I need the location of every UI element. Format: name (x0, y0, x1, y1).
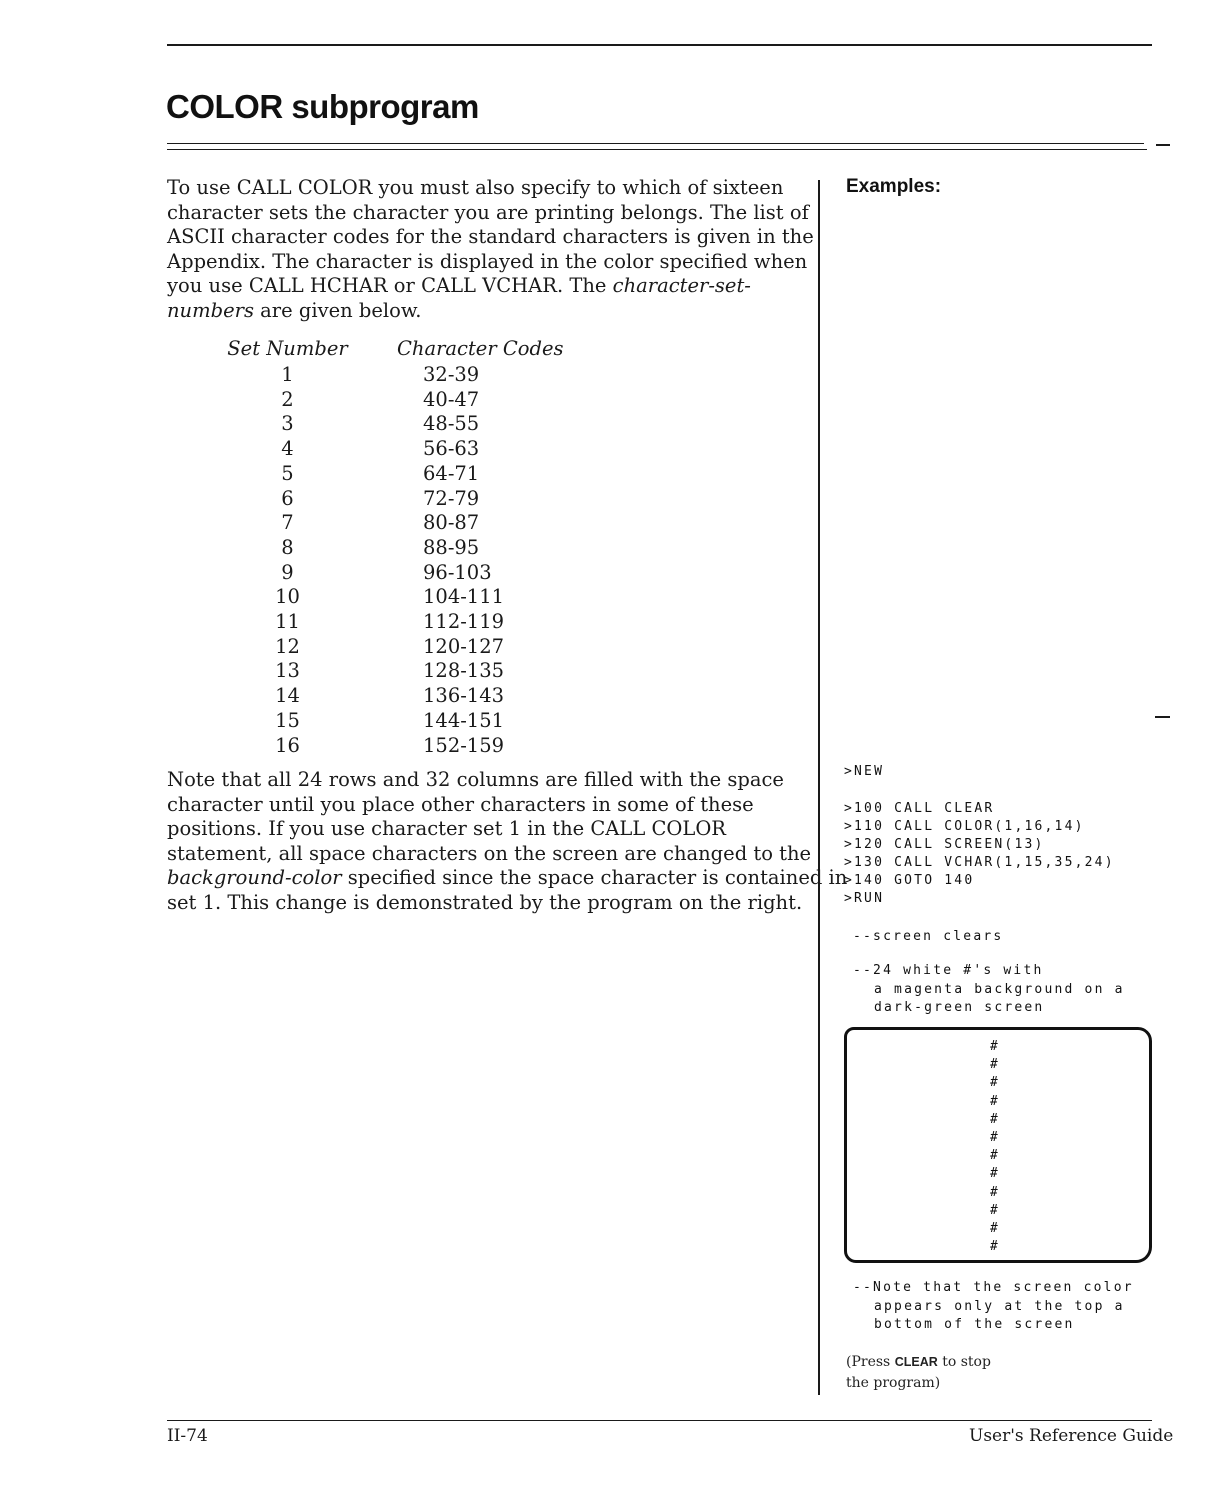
text-line: ASCII character codes for the standard characters is given in the (167, 225, 814, 248)
book-title: User's Reference Guide (969, 1426, 1174, 1446)
table-row (200, 462, 620, 487)
screen-hash-char: # (990, 1239, 998, 1255)
text-line: statement, all space characters on the screen are changed to the (167, 841, 812, 865)
code-line: >110 CALL COLOR(1,16,14) (844, 819, 1085, 834)
screen-hash-char: # (990, 1057, 998, 1073)
code-line: >NEW (844, 764, 885, 779)
table-row (200, 388, 620, 413)
text-line: To use CALL COLOR you must also specify to which of sixteen (167, 176, 784, 199)
set-number-cell: 15 (275, 708, 300, 732)
character-codes-cell: 32-39 (423, 363, 480, 386)
character-codes-cell: 56-63 (423, 437, 480, 461)
table-row (200, 734, 620, 759)
character-codes-cell: 136-143 (423, 684, 505, 708)
code-line: >100 CALL CLEAR (844, 801, 995, 816)
term-character-set-numbers: character-set- (612, 274, 751, 297)
output-comment: --screen clears (853, 929, 1004, 944)
text-span: (Press (846, 1354, 895, 1370)
code-line: >120 CALL SCREEN(13) (844, 837, 1045, 852)
text-line: Note that all 24 rows and 32 columns are filled with the space (167, 768, 784, 791)
comment-line: appears only at the top a (874, 1298, 1125, 1314)
set-number-cell: 4 (281, 437, 294, 461)
screen-hash-char: # (990, 1220, 998, 1236)
text-line (846, 1352, 991, 1373)
intro-paragraph (167, 176, 814, 323)
set-number-cell: 6 (281, 486, 294, 510)
screen-hash-char: # (990, 1148, 998, 1164)
character-codes-cell: 104-111 (423, 585, 505, 609)
text-span: specified since the space character is contained in (341, 866, 848, 889)
column-header-character-codes: Character Codes (397, 336, 564, 360)
output-comment (853, 962, 1153, 1018)
set-number-cell: 14 (275, 684, 300, 708)
set-number-cell: 3 (281, 412, 294, 436)
code-line: >140 GOTO 140 (844, 873, 975, 888)
screen-output-box (844, 1027, 1152, 1263)
set-number-cell: 9 (281, 560, 294, 584)
character-codes-cell: 64-71 (423, 461, 480, 485)
set-number-cell: 1 (281, 363, 294, 386)
screen-hash-char: # (990, 1184, 998, 1200)
column-header-set-number: Set Number (227, 336, 348, 360)
table-row (200, 412, 620, 437)
code-line: >RUN (844, 891, 885, 906)
text-line (167, 866, 848, 891)
term-character-set-numbers: numbers (167, 298, 254, 322)
character-codes-cell: 112-119 (423, 610, 505, 634)
screen-hash-char: # (990, 1111, 998, 1127)
table-row (200, 363, 620, 388)
page-title: COLOR subprogram (166, 88, 479, 125)
set-number-cell: 12 (275, 634, 300, 658)
text-line: Appendix. The character is displayed in the color specified when (167, 249, 808, 273)
set-number-cell: 7 (281, 511, 294, 535)
character-set-table (200, 333, 620, 758)
title-rule-upper (167, 143, 1144, 144)
text-line: set 1. This change is demonstrated by the program on the right. (167, 890, 803, 914)
table-row (200, 684, 620, 709)
character-codes-cell: 48-55 (423, 412, 480, 436)
table-row (200, 610, 620, 635)
set-number-cell: 8 (281, 535, 294, 559)
character-codes-cell: 80-87 (423, 511, 480, 535)
character-codes-cell: 128-135 (423, 659, 505, 683)
character-codes-cell: 120-127 (423, 634, 505, 658)
text-span: are given below. (253, 298, 422, 322)
clear-key-label: CLEAR (894, 1355, 938, 1369)
comment-line: --24 white #'s with (853, 963, 1044, 978)
table-body (200, 363, 620, 758)
table-row (200, 536, 620, 561)
table-row (200, 437, 620, 462)
screen-hash-char: # (990, 1093, 998, 1109)
text-span: to stop (937, 1354, 991, 1370)
code-line: >130 CALL VCHAR(1,15,35,24) (844, 855, 1115, 870)
text-span: you use CALL HCHAR or CALL VCHAR. The (167, 274, 613, 297)
hash-column (990, 1038, 998, 1256)
character-codes-cell: 144-151 (423, 708, 505, 732)
set-number-cell: 11 (275, 610, 300, 634)
set-number-cell: 10 (275, 585, 300, 609)
text-line: character sets the character you are printing belongs. The list of (167, 200, 809, 224)
margin-tick (1155, 716, 1170, 718)
output-comment (853, 1279, 1153, 1335)
text-line: character until you place other characters in some of these (167, 792, 754, 816)
comment-line: --Note that the screen color (853, 1280, 1134, 1295)
character-codes-cell: 88-95 (423, 535, 480, 559)
term-background-color: background-color (167, 866, 342, 889)
table-row (200, 635, 620, 660)
text-line: the program) (846, 1375, 941, 1391)
comment-line: bottom of the screen (874, 1317, 1075, 1332)
comment-line: dark-green screen (874, 1000, 1045, 1015)
table-row (200, 511, 620, 536)
screen-hash-char: # (990, 1039, 998, 1054)
screen-hash-char: # (990, 1129, 998, 1145)
set-number-cell: 5 (281, 461, 294, 485)
set-number-cell: 2 (281, 387, 294, 411)
text-line (167, 299, 807, 324)
table-row (200, 709, 620, 734)
table-row (200, 659, 620, 684)
title-rule-lower (167, 149, 1147, 150)
text-line: positions. If you use character set 1 in the CALL COLOR (167, 817, 726, 840)
screen-hash-char: # (990, 1075, 998, 1091)
character-codes-cell: 152-159 (423, 733, 505, 757)
footer-rule (167, 1420, 1152, 1421)
table-row (200, 585, 620, 610)
text-line (167, 274, 807, 299)
table-row (200, 561, 620, 586)
top-rule (167, 44, 1152, 46)
table-header-row (200, 333, 620, 363)
table-row (200, 487, 620, 512)
comment-line: a magenta background on a (874, 981, 1125, 997)
press-clear-note (846, 1352, 991, 1394)
set-number-cell: 13 (275, 659, 300, 683)
screen-hash-char: # (990, 1166, 998, 1182)
note-paragraph (167, 768, 848, 915)
examples-heading: Examples: (846, 176, 942, 197)
set-number-cell: 16 (275, 733, 300, 757)
page-number: II-74 (167, 1426, 208, 1446)
screen-hash-char: # (990, 1202, 998, 1218)
margin-tick (1156, 144, 1170, 146)
character-codes-cell: 72-79 (423, 486, 480, 510)
character-codes-cell: 96-103 (423, 560, 492, 584)
column-divider (818, 180, 820, 1395)
character-codes-cell: 40-47 (423, 387, 480, 411)
